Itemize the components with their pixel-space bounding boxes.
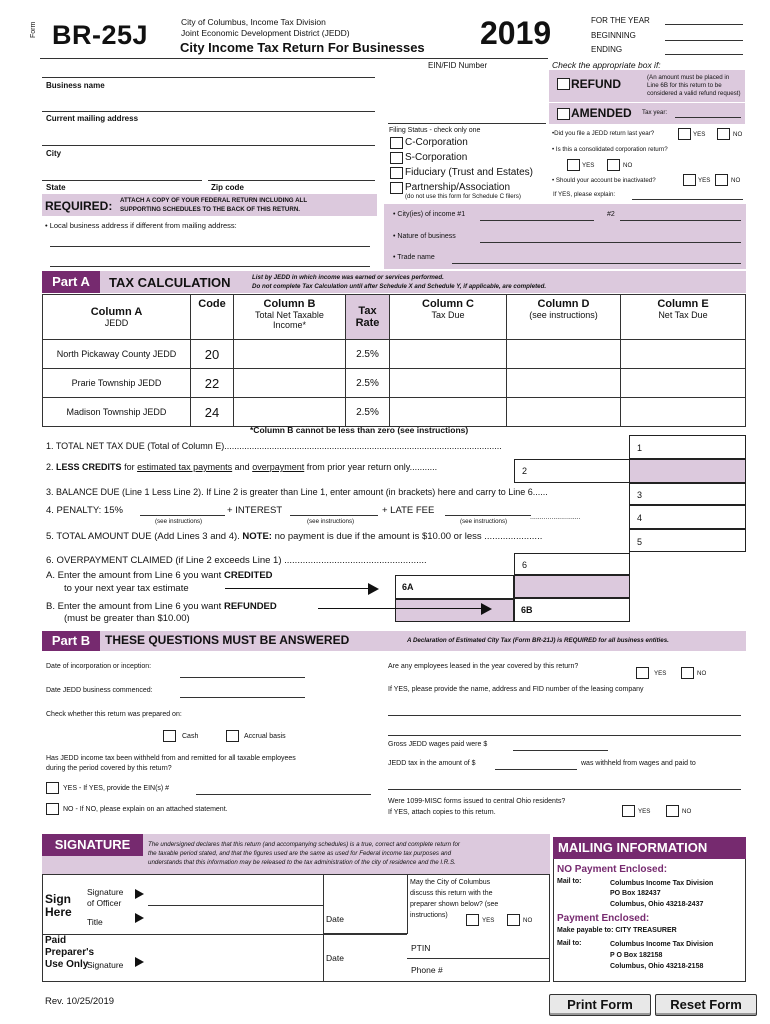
line-2-less-credits: LESS CREDITS <box>56 462 122 472</box>
state-field[interactable] <box>42 180 202 181</box>
col-e-input[interactable] <box>621 340 746 369</box>
sig-officer-label2: of Officer <box>87 898 122 908</box>
withheld-no-checkbox[interactable] <box>46 803 59 815</box>
jedd-cell: Prarie Township JEDD <box>43 369 191 398</box>
line-2-number: 2 <box>522 466 528 476</box>
nature-business-field[interactable] <box>480 242 741 243</box>
leased-yes-checkbox[interactable] <box>636 667 649 679</box>
reset-form-button[interactable]: Reset Form <box>655 994 757 1016</box>
q3-yes-checkbox[interactable] <box>683 174 696 186</box>
q1-yes-label: YES <box>693 131 706 138</box>
discuss-no-checkbox[interactable] <box>507 914 520 926</box>
refund-label: REFUND <box>571 77 621 91</box>
amended-checkbox[interactable] <box>557 108 570 120</box>
leased-no-label: NO <box>697 670 707 677</box>
misc-no-checkbox[interactable] <box>666 805 679 817</box>
q2-no-label: NO <box>623 162 633 169</box>
late-fee-field[interactable] <box>445 515 531 516</box>
line-6b-refunded: REFUNDED <box>223 601 277 612</box>
jedd-tax-label2: was withheld from wages and paid to <box>581 760 696 767</box>
ending-label: ENDING <box>591 45 623 54</box>
rate-cell: 2.5% <box>346 369 390 398</box>
line-6a-number: 6A <box>402 582 414 592</box>
rate-cell: 2.5% <box>346 340 390 369</box>
misc-yes-checkbox[interactable] <box>622 805 635 817</box>
fiduciary-label: Fiduciary (Trust and Estates) <box>405 167 534 178</box>
see-instr-2: (see instructions) <box>307 518 355 525</box>
cities-income-2-label: #2 <box>607 211 615 218</box>
check-box-label: Check the appropriate box if: <box>552 60 661 70</box>
mail2-addr2: P O Box 182158 <box>610 952 663 959</box>
mail-to-label-2: Mail to: <box>557 940 582 947</box>
preparer-sig-label: Signature <box>87 960 124 970</box>
line-4-leader: .......................... <box>530 514 581 521</box>
line-2-num: 2. <box>46 462 54 472</box>
line-5-text <box>46 531 542 542</box>
table-row <box>43 398 746 427</box>
line-6b-number: 6B <box>521 605 533 615</box>
date-label-1: Date <box>326 914 344 924</box>
c-corp-label: C-Corporation <box>405 137 468 148</box>
sig-officer-arrow-icon <box>135 889 144 899</box>
ptin-field[interactable] <box>407 958 550 959</box>
discuss-2: discuss this return with the <box>410 890 493 897</box>
line-6-number: 6 <box>522 560 528 570</box>
mail2-addr3: Columbus, Ohio 43218-2158 <box>610 963 704 970</box>
s-corp-label: S-Corporation <box>405 152 468 163</box>
signature-decl1: The undersigned declares that this return (and accompanying schedules) is a true, correct and complete return for <box>148 841 460 848</box>
zip-field[interactable] <box>208 180 375 181</box>
amended-tax-year-label: Tax year: <box>642 109 668 116</box>
discuss-3: preparer shown below? (see <box>410 901 499 908</box>
col-e-input[interactable] <box>621 369 746 398</box>
line-6b-a: B. Enter the amount from Line 6 you want <box>46 601 222 612</box>
refund-note1: (An amount must be placed in <box>647 74 730 81</box>
line-6a-shade <box>395 599 514 622</box>
refund-note2: Line 6B for this return to be <box>647 82 722 89</box>
tax-calc-table <box>42 294 746 427</box>
line-2-rest: from prior year return only........... <box>306 462 438 472</box>
q3-no-checkbox[interactable] <box>715 174 728 186</box>
date-label-2: Date <box>326 953 344 963</box>
jedd-tax-label: JEDD tax in the amount of $ <box>388 760 476 767</box>
code-head: Code <box>198 298 226 310</box>
payment-label: Payment Enclosed: <box>557 913 650 924</box>
check-basis-label: Check whether this return was prepared on: <box>46 711 182 718</box>
gross-wages-label: Gross JEDD wages paid were $ <box>388 741 488 748</box>
mail1-addr1: Columbus Income Tax Division <box>610 880 714 887</box>
trade-name-field[interactable] <box>452 263 741 264</box>
jedd-cell: North Pickaway County JEDD <box>43 340 191 369</box>
arrow-6a-icon <box>368 583 379 595</box>
line-5-c: no payment is due if the amount is $10.00 or less ...................... <box>274 531 543 542</box>
part-a-note1: List by JEDD in which income was earned or services performed. <box>252 274 444 281</box>
state-label: State <box>46 183 66 192</box>
title-date-field[interactable] <box>323 874 407 934</box>
required-label: REQUIRED: <box>45 199 113 213</box>
misc-q1: Were 1099-MISC forms issued to central Ohio residents? <box>388 798 566 805</box>
line-1-input[interactable] <box>629 435 746 459</box>
table-row <box>43 369 746 398</box>
withheld-yes-label: YES - If YES, provide the EIN(s) # <box>63 785 170 792</box>
penalty-field[interactable] <box>140 515 225 516</box>
business-name-label: Business name <box>46 81 105 90</box>
line-6-text: 6. OVERPAYMENT CLAIMED (if Line 2 exceeds Line 1) ...................................................... <box>46 555 427 566</box>
misc-q2: If YES, attach copies to this return. <box>388 809 496 816</box>
part-a-label: Part A <box>42 271 100 293</box>
q1-no-checkbox[interactable] <box>717 128 730 140</box>
title-label: Title <box>87 917 103 927</box>
col-c-sub: Tax Due <box>431 310 465 320</box>
q-file-last-year: •Did you file a JEDD return last year? <box>552 130 655 137</box>
accrual-label: Accrual basis <box>244 733 286 740</box>
s-corp-checkbox[interactable] <box>390 152 403 164</box>
line-4-interest: + INTEREST <box>227 505 283 516</box>
see-instr-3: (see instructions) <box>460 518 508 525</box>
withheld-q2: during the period covered by this return? <box>46 765 172 772</box>
ein-field[interactable] <box>388 123 546 124</box>
discuss-yes-checkbox[interactable] <box>466 914 479 926</box>
line-6b-sub: (must be greater than $10.00) <box>64 613 190 624</box>
mailing-address-field[interactable] <box>42 111 375 112</box>
sign-here-label: Sign Here <box>45 892 72 919</box>
code-cell: 20 <box>191 340 234 369</box>
mail-to-label-1: Mail to: <box>557 878 582 885</box>
q3-no-label: NO <box>731 177 741 184</box>
col-d-input[interactable] <box>507 398 621 427</box>
discuss-yes-label: YES <box>482 917 495 924</box>
header-title: City Income Tax Return For Businesses <box>180 40 425 55</box>
withheld-yes-checkbox[interactable] <box>46 782 59 794</box>
signature-label: SIGNATURE <box>42 834 143 856</box>
withheld-no-label: NO - If NO, please explain on an attached statement. <box>63 806 228 813</box>
beginning-field[interactable] <box>665 40 743 41</box>
q2-yes-checkbox[interactable] <box>567 159 580 171</box>
line-3-text: 3. BALANCE DUE (Line 1 Less Line 2). If Line 2 is greater than Line 1, enter amount (in brackets) here and carry to Line 6...... <box>46 487 548 497</box>
line-1-number: 1 <box>637 443 643 453</box>
line-5-number: 5 <box>637 537 643 547</box>
ending-field[interactable] <box>665 54 743 55</box>
col-b-note: *Column B cannot be less than zero (see instructions) <box>250 425 469 435</box>
for-the-year-label: FOR THE YEAR <box>591 16 650 25</box>
refund-note3: considered a valid refund request) <box>647 90 741 97</box>
city-label: City <box>46 149 62 158</box>
line-3-input[interactable] <box>629 483 746 505</box>
signature-decl3: understands that this information may be released to the tax administration of the city of residence and the I.R.S. <box>148 859 456 866</box>
q-consolidated: • Is this a consolidated corporation return? <box>552 146 668 153</box>
local-address-field2[interactable] <box>50 266 370 267</box>
accrual-checkbox[interactable] <box>226 730 239 742</box>
part-b-label: Part B <box>42 631 100 651</box>
sig-officer-label1: Signature <box>87 887 124 897</box>
required-text1: ATTACH A COPY OF YOUR FEDERAL RETURN INCLUDING ALL <box>120 197 308 204</box>
revision-date: Rev. 10/25/2019 <box>45 996 115 1007</box>
partnership-checkbox[interactable] <box>390 182 403 194</box>
cities-income-label: • City(ies) of income #1 <box>393 211 466 218</box>
col-c-input[interactable] <box>390 369 507 398</box>
leasing-company-field1[interactable] <box>388 715 741 716</box>
line-6a-sub: to your next year tax estimate <box>64 583 189 594</box>
line-5-input[interactable] <box>629 529 746 552</box>
line-4-number: 4 <box>637 513 643 523</box>
col-e-head: Column E <box>657 298 709 310</box>
ein-list-field[interactable] <box>196 794 371 795</box>
paid-preparer-label: Paid Preparer's Use Only <box>45 935 95 970</box>
q2-no-checkbox[interactable] <box>607 159 620 171</box>
discuss-1: May the City of Columbus <box>410 879 491 886</box>
line-6-shade <box>514 575 630 598</box>
beginning-label: BEGINNING <box>591 31 636 40</box>
q1-yes-checkbox[interactable] <box>678 128 691 140</box>
line-1-text: 1. TOTAL NET TAX DUE (Total of Column E)............................................................................................................... <box>46 441 502 451</box>
arrow-6b-icon <box>481 603 492 615</box>
q-inactivated: • Should your account be inactivated? <box>552 177 656 184</box>
table-row <box>43 340 746 369</box>
col-e-input[interactable] <box>621 398 746 427</box>
part-a-note2: Do not complete Tax Calculation until after Schedule X and Schedule Y, if applicable, are completed. <box>252 283 547 290</box>
part-b-note: A Declaration of Estimated City Tax (Form BR-21J) is REQUIRED for all business entities. <box>407 637 669 644</box>
partnership-label: Partnership/Association <box>405 182 511 193</box>
city-income-2-field[interactable] <box>620 220 741 221</box>
code-cell: 24 <box>191 398 234 427</box>
line-4-input[interactable] <box>629 505 746 529</box>
line-2-text <box>46 462 437 472</box>
line-4-late-fee: + LATE FEE <box>382 505 435 516</box>
line-4-penalty: 4. PENALTY: 15% <box>46 505 123 516</box>
col-d-input[interactable] <box>507 340 621 369</box>
line-6a-text <box>46 570 273 581</box>
rate-cell: 2.5% <box>346 398 390 427</box>
form-word: Form <box>30 21 37 38</box>
line-5-a: 5. TOTAL AMOUNT DUE (Add Lines 3 and 4). <box>46 531 240 542</box>
arrow-6a-line <box>225 588 371 589</box>
code-cell: 22 <box>191 369 234 398</box>
mailing-address-label: Current mailing address <box>46 114 139 123</box>
col-d-input[interactable] <box>507 369 621 398</box>
leasing-company-field2[interactable] <box>388 735 741 736</box>
gross-wages-field[interactable] <box>513 750 608 751</box>
if-yes-explain-label: If YES, please explain: <box>553 191 616 198</box>
mail1-addr2: PO Box 182437 <box>610 890 661 897</box>
line-2-for: for <box>124 462 135 472</box>
header-rule <box>40 58 548 59</box>
c-corp-checkbox[interactable] <box>390 137 403 149</box>
ein-label: EIN/FID Number <box>428 61 488 70</box>
leased-yes-label: YES <box>654 670 667 677</box>
if-yes-explain-field[interactable] <box>632 199 743 200</box>
required-text2: SUPPORTING SCHEDULES TO THE BACK OF THIS RETURN. <box>120 206 301 213</box>
q1-no-label: NO <box>733 131 743 138</box>
col-b-input[interactable] <box>234 340 346 369</box>
leased-yes-text: If YES, please provide the name, address and FID number of the leasing company <box>388 686 644 693</box>
cash-checkbox[interactable] <box>163 730 176 742</box>
header-org2: Joint Economic Development District (JEDD) <box>181 28 350 38</box>
line-6b-text <box>46 601 277 612</box>
for-the-year-field[interactable] <box>665 24 743 25</box>
line-2-estimated: estimated tax payments <box>137 462 233 472</box>
city-field[interactable] <box>42 145 375 146</box>
header-year: 2019 <box>480 15 552 51</box>
misc-yes-label: YES <box>638 808 651 815</box>
line-5-note: NOTE: <box>242 531 272 542</box>
misc-no-label: NO <box>682 808 692 815</box>
amended-label: AMENDED <box>571 106 632 120</box>
zip-label: Zip code <box>211 183 244 192</box>
part-b-title: THESE QUESTIONS MUST BE ANSWERED <box>105 633 350 647</box>
q2-yes-label: YES <box>582 162 595 169</box>
jedd-tax-field[interactable] <box>495 769 577 770</box>
col-c-input[interactable] <box>390 340 507 369</box>
signature-decl2: the taxable period stated, and that the figures used are the same as used for Federal income tax purposes and <box>148 850 452 857</box>
nature-business-label: • Nature of business <box>393 233 456 240</box>
col-b-sub: Total Net Taxable Income* <box>255 310 324 330</box>
fiduciary-checkbox[interactable] <box>390 167 403 179</box>
line-2-shade <box>629 459 746 483</box>
line-6a-a: A. Enter the amount from Line 6 you want <box>46 570 222 581</box>
col-a-head: Column A <box>90 306 143 318</box>
col-c-input[interactable] <box>390 398 507 427</box>
col-b-input[interactable] <box>234 369 346 398</box>
line-2-overpayment: overpayment <box>252 462 305 472</box>
jedd-cell: Madison Township JEDD <box>43 398 191 427</box>
line-6a-credited: CREDITED <box>223 570 273 581</box>
leased-no-checkbox[interactable] <box>681 667 694 679</box>
cash-label: Cash <box>182 733 199 740</box>
see-instr-1: (see instructions) <box>155 518 203 525</box>
make-payable: Make payable to: CITY TREASURER <box>557 927 677 934</box>
form-id: BR-25J <box>52 20 149 50</box>
amended-tax-year-field[interactable] <box>675 117 741 118</box>
line-2-input[interactable] <box>514 459 630 483</box>
tax-rate-sub: Rate <box>355 317 380 329</box>
discuss-no-label: NO <box>523 917 533 924</box>
incorp-field[interactable] <box>180 677 305 678</box>
tax-rate-head: Tax <box>358 305 377 317</box>
city-income-1-field[interactable] <box>480 220 594 221</box>
commenced-label: Date JEDD business commenced: <box>46 687 153 694</box>
leased-q: Are any employees leased in the year covered by this return? <box>388 663 579 670</box>
col-d-sub: (see instructions) <box>529 310 598 320</box>
withheld-q1: Has JEDD income tax been withheld from and remitted for all taxable employees <box>46 755 296 762</box>
title-arrow-icon <box>135 913 144 923</box>
col-b-head: Column B <box>263 298 316 310</box>
line-2-and: and <box>234 462 250 472</box>
col-a-sub: JEDD <box>104 318 129 328</box>
business-name-field[interactable] <box>42 77 375 78</box>
q3-yes-label: YES <box>698 177 711 184</box>
local-address-label: • Local business address if different from mailing address: <box>45 221 237 230</box>
line-3-number: 3 <box>637 490 643 500</box>
jedd-paid-to-field[interactable] <box>388 789 741 790</box>
print-form-button[interactable]: Print Form <box>549 994 651 1016</box>
col-e-sub: Net Tax Due <box>658 310 708 320</box>
local-address-field1[interactable] <box>50 246 370 247</box>
mail2-addr1: Columbus Income Tax Division <box>610 941 714 948</box>
refund-checkbox[interactable] <box>557 78 570 90</box>
no-payment-label: NO Payment Enclosed: <box>557 864 668 875</box>
part-a-title: TAX CALCULATION <box>109 275 231 290</box>
col-d-head: Column D <box>537 298 590 310</box>
commenced-field[interactable] <box>180 697 305 698</box>
filing-note: (do not use this form for Schedule C filers) <box>405 193 521 200</box>
col-b-input[interactable] <box>234 398 346 427</box>
arrow-6b-line <box>318 608 484 609</box>
discuss-4: instructions) <box>410 912 448 919</box>
filing-status-label: Filing Status - check only one <box>389 127 481 134</box>
incorp-label: Date of incorporation or inception: <box>46 663 152 670</box>
ptin-label: PTIN <box>411 943 431 953</box>
trade-name-label: • Trade name <box>393 254 435 261</box>
mailing-title: MAILING INFORMATION <box>553 837 746 859</box>
preparer-sig-arrow-icon <box>135 957 144 967</box>
interest-field[interactable] <box>290 515 378 516</box>
header-org1: City of Columbus, Income Tax Division <box>181 17 326 27</box>
col-c-head: Column C <box>422 298 474 310</box>
officer-signature-field[interactable] <box>148 905 324 906</box>
line-6-input[interactable] <box>514 553 630 575</box>
phone-label: Phone # <box>411 965 443 975</box>
mail1-addr3: Columbus, Ohio 43218-2437 <box>610 901 704 908</box>
